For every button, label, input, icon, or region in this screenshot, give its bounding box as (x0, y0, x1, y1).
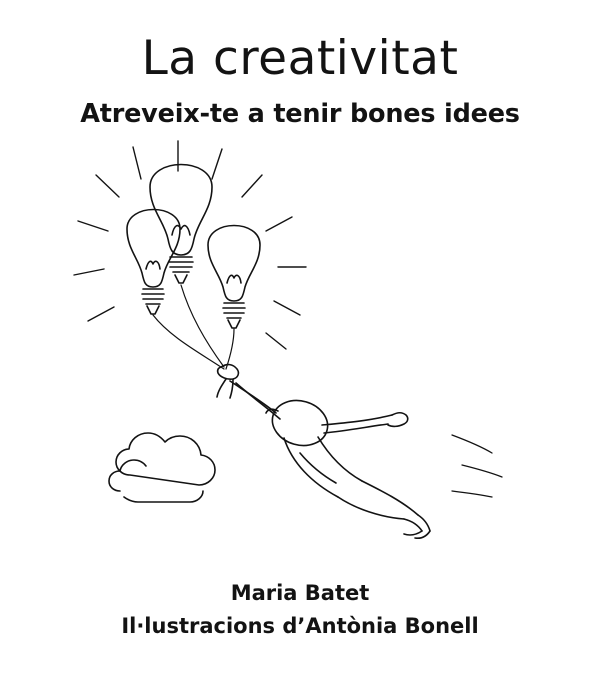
balloon-strings (153, 285, 234, 369)
page-subtitle: Atreveix-te a tenir bones idees (80, 99, 520, 130)
radiating-lines (74, 141, 306, 349)
motion-lines (452, 435, 502, 497)
lightbulb-balloon-right (208, 226, 260, 329)
lightbulb-balloons-illustration (0, 135, 600, 555)
balloon-knot (217, 365, 238, 398)
cover-illustration (0, 135, 600, 555)
flying-person (230, 381, 430, 538)
cloud (109, 433, 215, 502)
page-title: La creativitat (141, 31, 459, 86)
credits-block (0, 579, 600, 640)
illustrator-credit: Il·lustracions d’Antònia Bonell (121, 613, 479, 638)
author-name: Maria Batet (230, 581, 370, 606)
